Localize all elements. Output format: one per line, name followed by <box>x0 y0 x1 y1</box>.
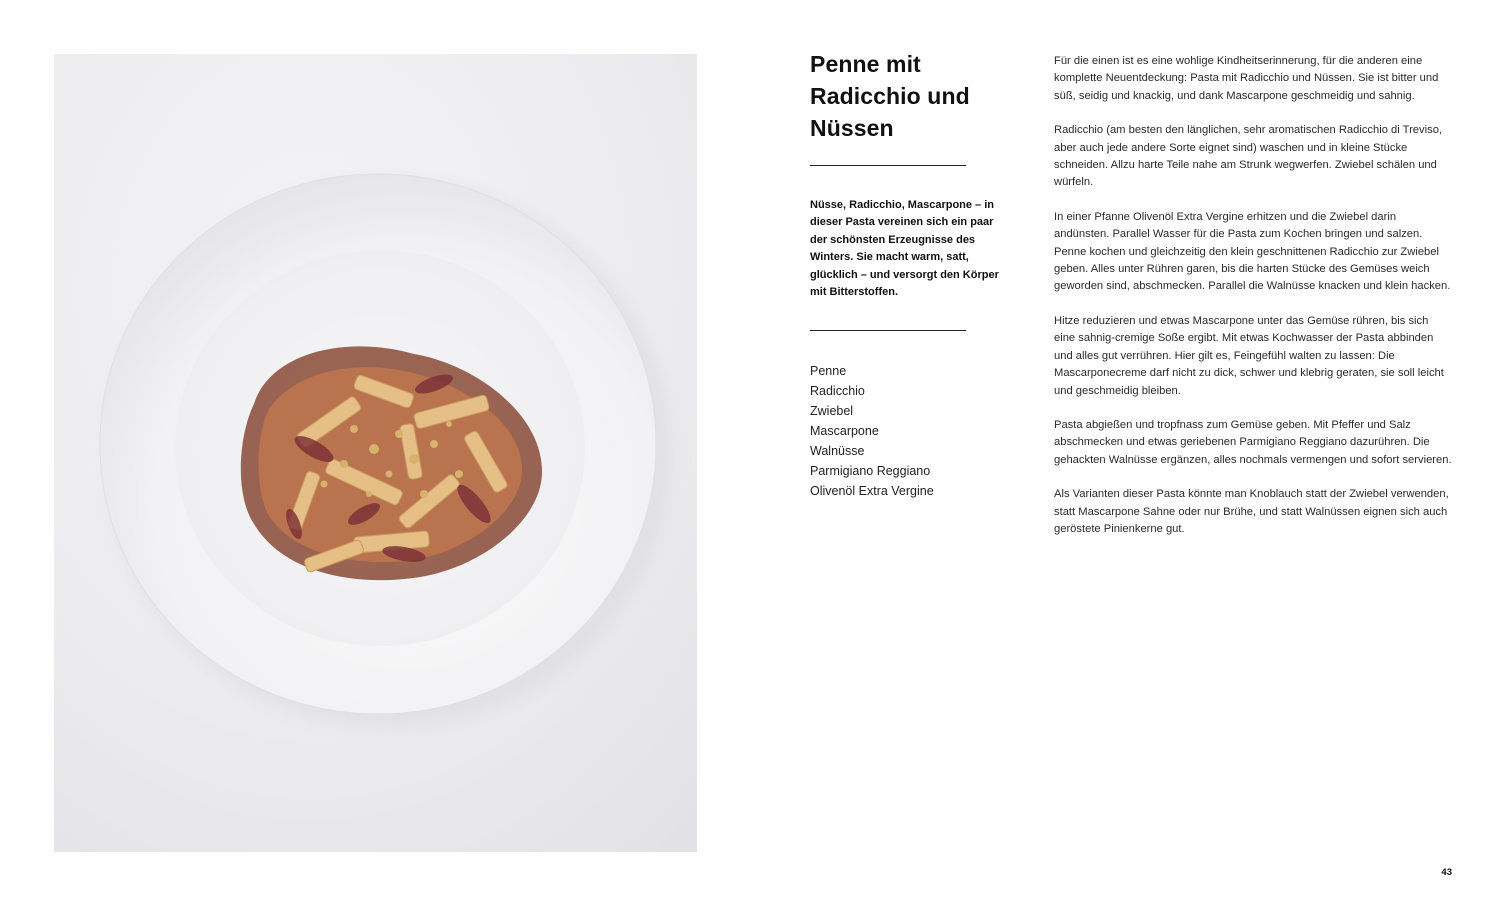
instruction-paragraph: Pasta abgießen und tropfnass zum Gemüse geben. Mit Pfeffer und Salz abschmecken und etwas geriebenen Parmigiano Reggiano dazurühren. Die gehackten Walnüsse ergänzen, alles nochmals vermengen und sofort servieren. <box>1054 418 1452 466</box>
divider <box>810 165 966 166</box>
ingredient-item: Radicchio <box>810 384 865 398</box>
ingredient-item: Zwiebel <box>810 404 854 418</box>
ingredient-item: Penne <box>810 364 847 378</box>
recipe-title: Penne mit Radicchio und Nüssen <box>810 51 970 141</box>
instruction-paragraph: Radicchio (am besten den länglichen, sehr aromatischen Radicchio di Treviso, aber auch jede andere Sorte eignet sind) waschen und in kleine Stücke schneiden. Allzu harte Teile nahe am Strunk wegwerfen. Zwiebel schälen und würfeln. <box>1054 124 1443 189</box>
instruction-paragraph: Als Varianten dieser Pasta könnte man Knoblauch statt der Zwiebel verwenden, statt Mascarpone Sahne oder nur Brühe, und statt Walnüssen eignen sich auch geröstete Pinienkerne gut. <box>1054 488 1449 535</box>
dish-photo <box>54 54 697 852</box>
ingredient-item: Parmigiano Reggiano <box>810 464 931 478</box>
divider <box>810 330 966 331</box>
page-number: 43 <box>1441 867 1452 878</box>
instruction-paragraph: Für die einen ist es eine wohlige Kindheitserinnerung, für die anderen eine komplette Neuentdeckung: Pasta mit Radicchio und Nüssen. Sie ist bitter und süß, seidig und knackig, und dank Mascarpone geschmeidig und sahnig. <box>1054 55 1439 102</box>
recipe-intro: Nüsse, Radicchio, Mascarpone – in dieser Pasta vereinen sich ein paar der schönsten Erzeugnisse des Winters. Sie macht warm, satt, glücklich – und versorgt den Körper mit Bitterstoffen. <box>810 199 999 299</box>
ingredient-item: Olivenöl Extra Vergine <box>810 484 934 498</box>
ingredient-item: Mascarpone <box>810 424 879 438</box>
pasta-plate-illustration <box>54 54 697 852</box>
instruction-paragraph: In einer Pfanne Olivenöl Extra Vergine erhitzen und die Zwiebel darin andünsten. Parallel Wasser für die Pasta zum Kochen bringen und salzen. Penne kochen und gleichzeitig den klein geschnittenen Radicchio zur Zwiebel geben. Alles unter Rühren garen, bis die harten Stücke des Gemüses weich geworden sind, abschmecken. Parallel die Walnüsse knacken und klein hacken. <box>1054 210 1451 293</box>
instruction-paragraph: Hitze reduzieren und etwas Mascarpone unter das Gemüse rühren, bis sich eine sahnig-cremige Soße ergibt. Mit etwas Kochwasser der Pasta abbinden und alles gut verrühren. Hier gilt es, Feingefühl walten zu lassen: Die Mascarponecreme darf nicht zu dick, schwer und klebrig geraten, sie soll leicht und geschmeidig bleiben. <box>1054 314 1444 397</box>
ingredient-item: Walnüsse <box>810 444 865 458</box>
ingredient-list <box>810 361 934 501</box>
recipe-instructions <box>1054 53 1452 555</box>
